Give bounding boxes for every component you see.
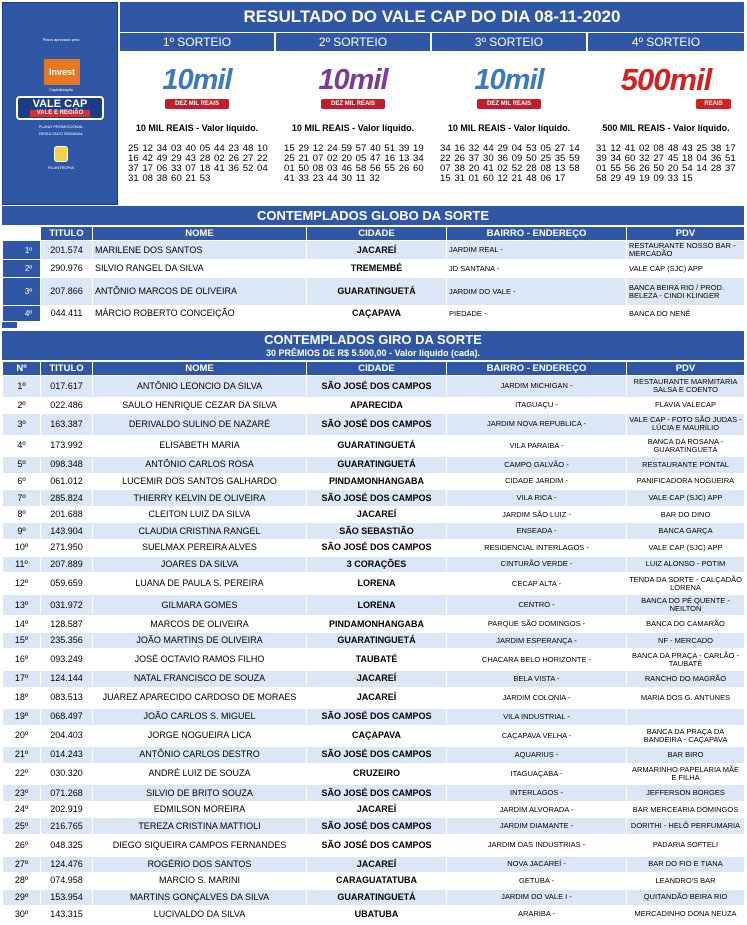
table-row <box>3 856 745 873</box>
cell-rank: 9º <box>3 523 41 540</box>
cell-pdv: BANCA DA ROSANA - GUARATINGUETÁ <box>627 435 745 457</box>
giro-header-pdv: PDV <box>627 362 745 376</box>
cell-rank: 14º <box>3 616 41 633</box>
cell-pdv: PADARIA SOFTELI <box>627 835 745 857</box>
cell-cidade: CAÇAPAVA <box>307 725 447 747</box>
cell-cidade: PINDAMONHANGABA <box>307 473 447 490</box>
cell-rank: 17º <box>3 670 41 687</box>
table-row <box>3 241 745 260</box>
cell-nome: ANTÔNIO LEONCIO DA SILVA <box>93 376 307 398</box>
cell-nome: JOÃO CARLOS S. MIGUEL <box>93 709 307 726</box>
cell-cidade: GUARATINGUETÁ <box>307 632 447 649</box>
cell-titulo: 163.387 <box>41 414 93 436</box>
cell-cidade: SÃO SEBASTIÃO <box>307 523 447 540</box>
cell-titulo: 143.315 <box>41 906 93 923</box>
cell-cidade: SÃO JOSÉ DOS CAMPOS <box>307 747 447 764</box>
prize-ribbon: DEZ MIL REAIS <box>321 99 385 109</box>
cell-cidade: SÃO JOSÉ DOS CAMPOS <box>307 709 447 726</box>
table-row <box>3 376 745 398</box>
cell-bairro: ARARIBA - <box>447 906 627 923</box>
cell-rank: 11º <box>3 556 41 573</box>
cell-titulo: 204.403 <box>41 725 93 747</box>
table-row <box>3 435 745 457</box>
cell-pdv: QUITANDÃO BEIRA RIO <box>627 889 745 906</box>
cell-cidade: LORENA <box>307 594 447 616</box>
cell-pdv: BANCA DA PRAÇA - CARLÃO - TAUBATÉ <box>627 649 745 671</box>
cell-nome: GILMARA GOMES <box>93 594 307 616</box>
cell-rank: 5º <box>3 457 41 474</box>
cell-cidade: 3 CORAÇÕES <box>307 556 447 573</box>
giro-title: CONTEMPLADOS GIRO DA SORTE <box>264 332 482 347</box>
cell-bairro: INTERLAGOS - <box>447 785 627 802</box>
cell-rank: 8º <box>3 506 41 523</box>
cell-titulo: 031.972 <box>41 594 93 616</box>
giro-header-num: Nº <box>3 362 41 376</box>
cell-cidade: TAUBATÉ <box>307 649 447 671</box>
sponsor-footer: RESULTADO SEMANAL <box>38 131 84 136</box>
cell-rank: 10º <box>3 540 41 557</box>
cell-cidade: JACAREÍ <box>307 856 447 873</box>
cell-nome: JOARES DA SILVA <box>93 556 307 573</box>
cell-bairro: VILA PARAIBA - <box>447 435 627 457</box>
cell-pdv: DORITHI - HELÔ PERFUMARIA <box>627 818 745 835</box>
cell-rank: 27º <box>3 856 41 873</box>
cell-bairro: JARDIM NOVA REPUBLICA - <box>447 414 627 436</box>
cell-cidade: PINDAMONHANGABA <box>307 616 447 633</box>
cell-pdv: BAR BIRO <box>627 747 745 764</box>
cell-titulo: 014.243 <box>41 747 93 764</box>
table-row <box>3 906 745 923</box>
table-row <box>3 801 745 818</box>
cell-nome: ANTÔNIO MARCOS DE OLIVEIRA <box>93 278 307 306</box>
cell-pdv: BAR DO DINO <box>627 506 745 523</box>
table-row <box>3 616 745 633</box>
cell-titulo: 074.958 <box>41 873 93 890</box>
cell-pdv <box>627 709 745 726</box>
cell-nome: MARILENE DOS SANTOS <box>93 241 307 260</box>
cell-rank: 4º <box>3 306 41 322</box>
cell-titulo: 173.992 <box>41 435 93 457</box>
cell-rank: 29º <box>3 889 41 906</box>
table-row <box>3 670 745 687</box>
cell-titulo: 201.574 <box>41 241 93 260</box>
cell-titulo: 235.356 <box>41 632 93 649</box>
draw-header: 1º SORTEIO <box>120 33 274 51</box>
cell-bairro: CENTRO - <box>447 594 627 616</box>
globo-title: CONTEMPLADOS GLOBO DA SORTE <box>2 206 744 225</box>
giro-table <box>2 361 745 923</box>
cell-titulo: 093.249 <box>41 649 93 671</box>
globo-table <box>2 226 745 322</box>
cell-nome: JOSÉ OCTAVIO RAMOS FILHO <box>93 649 307 671</box>
giro-subtitle: 30 PRÊMIOS DE R$ 5.500,00 - Valor líquido (cada). <box>265 348 481 358</box>
table-row <box>3 397 745 414</box>
cell-nome: ELISABETH MARIA <box>93 435 307 457</box>
vale-cap-logo <box>16 96 104 120</box>
cell-pdv: BANCA DO NENÊ <box>627 306 745 322</box>
cell-titulo: 017.617 <box>41 376 93 398</box>
cell-cidade: SÃO JOSÉ DOS CAMPOS <box>307 376 447 398</box>
cell-cidade: GUARATINGUETÁ <box>307 457 447 474</box>
prize-logo-text: 10mil <box>474 64 544 96</box>
cell-nome: CLAUDIA CRISTINA RANGEL <box>93 523 307 540</box>
table-row <box>3 414 745 436</box>
cell-bairro: BELA VISTA - <box>447 670 627 687</box>
cell-nome: LUCEMIR DOS SANTOS GALHARDO <box>93 473 307 490</box>
cell-rank: 23º <box>3 785 41 802</box>
cell-rank: 6º <box>3 473 41 490</box>
cell-pdv: VALE CAP - FOTO SÃO JUDAS - LÚCIA E MAURÍLIO <box>627 414 745 436</box>
cell-pdv: VALE CAP (SJC) APP <box>627 490 745 507</box>
cell-pdv: FLAVIA VALECAP <box>627 397 745 414</box>
cell-titulo: 061.012 <box>41 473 93 490</box>
cell-titulo: 022.486 <box>41 397 93 414</box>
cell-pdv: RESTAURANTE NOSSO BAR - MERCADÃO <box>627 241 745 260</box>
table-row <box>3 540 745 557</box>
cell-rank: 21º <box>3 747 41 764</box>
cell-bairro: CECAP ALTA - <box>447 573 627 595</box>
cell-nome: THIERRY KELVIN DE OLIVEIRA <box>93 490 307 507</box>
cell-bairro: PARQUE SÃO DOMINGOS - <box>447 616 627 633</box>
cell-bairro: VILA INDUSTRIAL - <box>447 709 627 726</box>
drawn-numbers: 25 12 34 03 40 05 44 23 48 10 16 42 49 29 43 28 02 26 27 22 37 17 06 33 07 18 41 36 52 04 31 08 38 60 21 53 <box>128 143 268 184</box>
cell-titulo: 071.268 <box>41 785 93 802</box>
table-row <box>3 306 745 322</box>
cell-rank: 30º <box>3 906 41 923</box>
cell-titulo: 271.950 <box>41 540 93 557</box>
table-row <box>3 747 745 764</box>
cell-cidade: SÃO JOSÉ DOS CAMPOS <box>307 835 447 857</box>
cell-pdv: RESTAURANTE PONTAL <box>627 457 745 474</box>
cell-nome: DIEGO SIQUEIRA CAMPOS FERNANDES <box>93 835 307 857</box>
cell-nome: SILVIO DE BRITO SOUZA <box>93 785 307 802</box>
cell-bairro: PIEDADE - <box>447 306 627 322</box>
cell-pdv: BAR DO FIO E TIANA <box>627 856 745 873</box>
cell-titulo: 068.497 <box>41 709 93 726</box>
cell-bairro: CAMPO GALVÃO - <box>447 457 627 474</box>
globo-header-bairro: BAIRRO - ENDEREÇO <box>447 227 627 241</box>
prize-logo-text: 500mil <box>620 62 712 97</box>
cell-bairro: JARDIM REAL - <box>447 241 627 260</box>
sponsor-footer2: FILANTROPIA <box>47 165 75 170</box>
prize-ribbon: DEZ MIL REAIS <box>165 99 229 109</box>
cell-rank: 2º <box>3 397 41 414</box>
cell-bairro: JARDIM DO VALE - <box>447 278 627 306</box>
cell-cidade: SÃO JOSÉ DOS CAMPOS <box>307 785 447 802</box>
cell-bairro: GETUBA - <box>447 873 627 890</box>
cell-titulo: 207.866 <box>41 278 93 306</box>
table-row <box>3 506 745 523</box>
table-row <box>3 873 745 890</box>
table-row <box>3 835 745 857</box>
cell-cidade: SÃO JOSÉ DOS CAMPOS <box>307 540 447 557</box>
table-row <box>3 556 745 573</box>
cell-titulo: 153.954 <box>41 889 93 906</box>
table-row <box>3 594 745 616</box>
cell-nome: MÁRCIO ROBERTO CONCEIÇÃO <box>93 306 307 322</box>
globo-header-blank <box>3 227 41 241</box>
cell-nome: SAULO HENRIQUE CEZAR DA SILVA <box>93 397 307 414</box>
prize-logo-icon <box>601 63 731 111</box>
cell-rank: 15º <box>3 632 41 649</box>
cell-titulo: 124.476 <box>41 856 93 873</box>
cell-rank: 20º <box>3 725 41 747</box>
cell-bairro: JARDIM COLONIA - <box>447 687 627 709</box>
invest-logo: Invest <box>44 59 80 85</box>
cell-cidade: JACAREÍ <box>307 241 447 260</box>
cell-pdv: RANCHO DO MAGRÃO <box>627 670 745 687</box>
table-row <box>3 725 745 747</box>
cell-nome: ANTÔNIO CARLOS ROSA <box>93 457 307 474</box>
table-row <box>3 632 745 649</box>
draw-2 <box>276 33 430 205</box>
cell-pdv: BANCA DA PRAÇA DA BANDEIRA - CAÇAPAVA <box>627 725 745 747</box>
draw-1 <box>120 33 274 205</box>
cell-rank: 24º <box>3 801 41 818</box>
cell-cidade: JACAREÍ <box>307 687 447 709</box>
cell-cidade: CAÇAPAVA <box>307 306 447 322</box>
cell-nome: ANTÔNIO CARLOS DESTRO <box>93 747 307 764</box>
prize-logo-icon <box>459 63 559 111</box>
cell-bairro: ITAGUAÇABA - <box>447 763 627 785</box>
cell-nome: MARCOS DE OLIVEIRA <box>93 616 307 633</box>
sponsor-top-text: Plano aprovado pela <box>42 37 80 42</box>
drawn-numbers: 31 12 41 02 08 48 43 25 38 17 39 34 60 32 27 45 18 04 36 51 01 55 56 26 50 20 54 14 28 37 58 29 49 19 09 33 15 <box>596 143 736 184</box>
cell-titulo: 290.976 <box>41 260 93 278</box>
table-row <box>3 473 745 490</box>
cell-titulo: 285.824 <box>41 490 93 507</box>
vale-cap-logo-sub: VALE E REGIÃO <box>30 110 90 117</box>
cell-bairro: JARDIM MICHIGAN - <box>447 376 627 398</box>
cell-bairro: NOVA JACAREÍ - <box>447 856 627 873</box>
cell-nome: ROGÉRIO DOS SANTOS <box>93 856 307 873</box>
cell-titulo: 048.325 <box>41 835 93 857</box>
draws-section <box>120 33 744 205</box>
cell-nome: ANDRÉ LUIZ DE SOUZA <box>93 763 307 785</box>
table-row <box>3 649 745 671</box>
cell-nome: MARCIO S. MARINI <box>93 873 307 890</box>
prize-logo-icon <box>147 63 247 111</box>
cell-bairro: AQUARIUS - <box>447 747 627 764</box>
cell-bairro: ENSEADA - <box>447 523 627 540</box>
cell-bairro: RESIDENCIAL INTERLAGOS - <box>447 540 627 557</box>
giro-header-nome: NOME <box>93 362 307 376</box>
giro-header-bairro: BAIRRO - ENDEREÇO <box>447 362 627 376</box>
cell-pdv: RESTAURANTE MARMITARIA SALSA E COENTO <box>627 376 745 398</box>
table-row <box>3 687 745 709</box>
cell-rank: 16º <box>3 649 41 671</box>
cell-bairro: JARDIM DO VALE I - <box>447 889 627 906</box>
cell-rank: 19º <box>3 709 41 726</box>
cell-rank: 4º <box>3 435 41 457</box>
cell-bairro: CINTURÃO VERDE - <box>447 556 627 573</box>
cell-rank: 25º <box>3 818 41 835</box>
cell-pdv: ARMARINHO PAPELARIA MÃE E FILHA <box>627 763 745 785</box>
cell-pdv: LEANDRO'S BAR <box>627 873 745 890</box>
cell-nome: CLEITON LUIZ DA SILVA <box>93 506 307 523</box>
cell-rank: 3º <box>3 278 41 306</box>
globo-header-titulo: TITULO <box>41 227 93 241</box>
globo-header-cidade: CIDADE <box>307 227 447 241</box>
cell-titulo: 044.411 <box>41 306 93 322</box>
giro-header-titulo: TITULO <box>41 362 93 376</box>
cell-cidade: APARECIDA <box>307 397 447 414</box>
table-row <box>3 818 745 835</box>
cell-rank: 2º <box>3 260 41 278</box>
draw-header: 4º SORTEIO <box>588 33 744 51</box>
draw-header: 3º SORTEIO <box>432 33 586 51</box>
giro-title-bar <box>2 331 744 360</box>
cell-nome: JUAREZ APARECIDO CARDOSO DE MORAES <box>93 687 307 709</box>
table-row <box>3 785 745 802</box>
cell-cidade: TREMEMBÉ <box>307 260 447 278</box>
cell-nome: SILVIO RANGEL DA SILVA <box>93 260 307 278</box>
cell-cidade: SÃO JOSÉ DOS CAMPOS <box>307 414 447 436</box>
cell-titulo: 124.144 <box>41 670 93 687</box>
cell-rank: 1º <box>3 376 41 398</box>
prize-logo-text: 10mil <box>318 64 388 96</box>
prize-logo-text: 10mil <box>162 64 232 96</box>
cell-nome: SUELMAX PEREIRA ALVES <box>93 540 307 557</box>
cell-pdv: BANCA DO PÉ QUENTE - NEILTON <box>627 594 745 616</box>
cell-pdv: BANCA GARÇA <box>627 523 745 540</box>
table-row <box>3 763 745 785</box>
cell-rank: 22º <box>3 763 41 785</box>
cell-cidade: UBATUBA <box>307 906 447 923</box>
cell-nome: JORGE NOGUEIRA LICA <box>93 725 307 747</box>
cell-bairro: CHACARA BELO HORIZONTE - <box>447 649 627 671</box>
cell-pdv: BANCA DO CAMARÃO <box>627 616 745 633</box>
cell-nome: TEREZA CRISTINA MATTIOLI <box>93 818 307 835</box>
sponsor-tag: PLANO PROMOCIONAL <box>38 124 84 129</box>
cell-titulo: 128.587 <box>41 616 93 633</box>
cell-titulo: 201.688 <box>41 506 93 523</box>
cell-pdv: VALE CAP (SJC) APP <box>627 540 745 557</box>
cell-cidade: GUARATINGUETÁ <box>307 435 447 457</box>
prize-ribbon: DEZ MIL REAIS <box>477 99 541 109</box>
cell-cidade: SÃO JOSÉ DOS CAMPOS <box>307 490 447 507</box>
cell-rank: 26º <box>3 835 41 857</box>
cell-titulo: 083.513 <box>41 687 93 709</box>
cell-pdv: TENDA DA SORTE - CALÇADÃO LORENA <box>627 573 745 595</box>
cell-pdv: VALE CAP (SJC) APP <box>627 260 745 278</box>
prize-label: 10 MIL REAIS - Valor líquido. <box>135 123 259 133</box>
cell-rank: 13º <box>3 594 41 616</box>
cell-cidade: SÃO JOSÉ DOS CAMPOS <box>307 818 447 835</box>
cell-bairro: JARDIM DAS INDUSTRIAS - <box>447 835 627 857</box>
cell-bairro: JD SANTANA - <box>447 260 627 278</box>
cell-rank: 1º <box>3 241 41 260</box>
cell-pdv: MERCADINHO DONA NEUZA <box>627 906 745 923</box>
prize-logo-icon <box>303 63 403 111</box>
globo-header-nome: NOME <box>93 227 307 241</box>
draw-header: 2º SORTEIO <box>276 33 430 51</box>
prize-label: 10 MIL REAIS - Valor líquido. <box>291 123 415 133</box>
cell-nome: LUCIVALDO DA SILVA <box>93 906 307 923</box>
cell-titulo: 207.889 <box>41 556 93 573</box>
drawn-numbers: 34 16 32 44 29 04 53 05 27 14 22 26 37 30 36 09 50 25 35 59 07 38 20 41 02 52 28 08 13 58 15 31 01 60 12 21 48 06 17 <box>440 143 580 184</box>
cell-nome: JOÃO MARTINS DE OLIVEIRA <box>93 632 307 649</box>
cell-cidade: JACAREÍ <box>307 801 447 818</box>
cell-bairro: JARDIM ESPERANÇA - <box>447 632 627 649</box>
cell-nome: EDMILSON MOREIRA <box>93 801 307 818</box>
cell-pdv: JEFFERSON BORGES <box>627 785 745 802</box>
cell-pdv: MARIA DOS G. ANTUNES <box>627 687 745 709</box>
cell-nome: NATAL FRANCISCO DE SOUZA <box>93 670 307 687</box>
globo-header-pdv: PDV <box>627 227 745 241</box>
cell-bairro: CAÇAPAVA VELHA - <box>447 725 627 747</box>
cell-cidade: GUARATINGUETÁ <box>307 278 447 306</box>
cell-cidade: LORENA <box>307 573 447 595</box>
cell-cidade: JACAREÍ <box>307 506 447 523</box>
cell-pdv: LUIZ ALONSO - POTIM <box>627 556 745 573</box>
table-row <box>3 457 745 474</box>
vale-cap-logo-title: VALE CAP <box>32 98 88 110</box>
cell-cidade: CRUZEIRO <box>307 763 447 785</box>
cell-rank: 12º <box>3 573 41 595</box>
table-row <box>3 490 745 507</box>
cell-titulo: 202.919 <box>41 801 93 818</box>
cell-bairro: JARDIM SÃO LUIZ - <box>447 506 627 523</box>
cell-cidade: JACAREÍ <box>307 670 447 687</box>
cell-titulo: 098.348 <box>41 457 93 474</box>
sponsor-panel <box>2 2 118 205</box>
drawn-numbers: 15 29 12 24 59 57 40 51 39 19 25 21 07 02 20 05 47 16 13 34 01 50 08 03 46 58 56 55 26 60 41 33 23 44 30 11 32 <box>284 143 424 184</box>
cell-pdv: BAR MERCEARIA DOMINGOS <box>627 801 745 818</box>
cell-rank: 28º <box>3 873 41 890</box>
cell-rank: 3º <box>3 414 41 436</box>
cell-nome: MARTINS GONÇALVES DA SILVA <box>93 889 307 906</box>
cell-bairro: ITAGUAÇU - <box>447 397 627 414</box>
cell-pdv: PANIFICADORA NOGUEIRA <box>627 473 745 490</box>
cell-nome: DERIVALDO SULINO DE NAZARÉ <box>93 414 307 436</box>
table-row <box>3 523 745 540</box>
cell-cidade: GUARATINGUETÁ <box>307 889 447 906</box>
giro-header-cidade: CIDADE <box>307 362 447 376</box>
draw-4 <box>588 33 744 205</box>
table-row <box>3 278 745 306</box>
cell-pdv: BANCA BEIRA RIO / PROD. BELEZA - CINDI KLINGER <box>627 278 745 306</box>
cell-bairro: CIDADE JARDIM - <box>447 473 627 490</box>
cell-bairro: JARDIM ALVORADA - <box>447 801 627 818</box>
draw-3 <box>432 33 586 205</box>
invest-sub: Capitalização <box>48 87 73 92</box>
page-title: RESULTADO DO VALE CAP DO DIA 08-11-2020 <box>120 2 744 32</box>
cell-bairro: JARDIM DIAMANTE - <box>447 818 627 835</box>
cell-pdv: NF - MERCADO <box>627 632 745 649</box>
prize-label: 500 MIL REAIS - Valor líquido. <box>602 123 730 133</box>
cell-rank: 7º <box>3 490 41 507</box>
cell-nome: LUANA DE PAULA S. PEREIRA <box>93 573 307 595</box>
charity-seal-icon <box>54 146 68 162</box>
prize-label: 10 MIL REAIS - Valor líquido. <box>447 123 571 133</box>
cell-rank: 18º <box>3 687 41 709</box>
table-row <box>3 573 745 595</box>
table-row <box>3 260 745 278</box>
cell-titulo: 030.320 <box>41 763 93 785</box>
cell-titulo: 143.904 <box>41 523 93 540</box>
prize-ribbon: REAIS <box>696 99 731 109</box>
cell-titulo: 216.765 <box>41 818 93 835</box>
cell-bairro: VILA RICA - <box>447 490 627 507</box>
table-row <box>3 709 745 726</box>
table-row <box>3 889 745 906</box>
cell-cidade: CARAGUATATUBA <box>307 873 447 890</box>
cell-titulo: 059.659 <box>41 573 93 595</box>
